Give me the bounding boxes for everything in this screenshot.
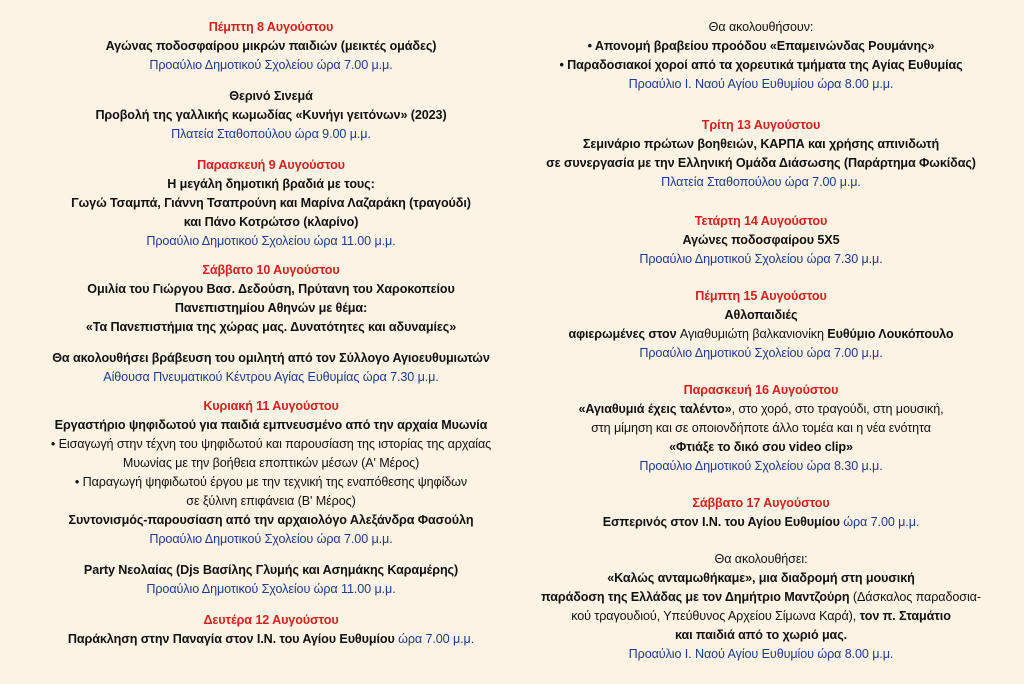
event-location: Προαύλιο Δημοτικού Σχολείου ώρα 7.00 μ.μ.: [149, 58, 393, 72]
event-location: Προαύλιο Δημοτικού Σχολείου ώρα 8.30 μ.μ.: [639, 459, 883, 473]
event-title: Σεμινάριο πρώτων βοηθειών, ΚΑΡΠΑ και χρήσης απινιδωτή: [582, 137, 940, 151]
event-location: Προαύλιο Δημοτικού Σχολείου ώρα 7.00 μ.μ.: [149, 532, 393, 546]
event-date: Παρασκευή 9 Αυγούστου: [197, 158, 345, 172]
event-description: παράδοση της Ελλάδας με τον Δημήτριο Μαντζούρη: [541, 590, 850, 604]
event-aug-13-first-aid: [516, 116, 1006, 192]
event-date: Πέμπτη 15 Αυγούστου: [695, 289, 827, 303]
event-description: • Παραγωγή ψηφιδωτού έργου με την τεχνική της εναπόθεσης ψηφίδων: [74, 475, 468, 489]
event-title: Εργαστήριο ψηφιδωτού για παιδιά εμπνευσμένο από την αρχαία Μυωνία: [54, 418, 488, 432]
event-aug-12-followup: [516, 18, 1006, 94]
left-column: [22, 18, 520, 661]
event-summer-cinema: [22, 87, 520, 144]
event-title: Παράκληση στην Παναγία στον Ι.Ν. του Αγίου Ευθυμίου: [67, 632, 395, 646]
event-description: Γωγώ Τσαμπά, Γιάννη Τσαπρούνη και Μαρίνα Λαζαράκη (τραγούδι): [71, 196, 471, 210]
right-column: [516, 18, 1006, 676]
event-title: Party Νεολαίας (Djs Βασίλης Γλυμής και Ασημάκης Καραμέρης): [83, 563, 459, 577]
event-location: Προαύλιο Δημοτικού Σχολείου ώρα 11.00 μ.μ.: [146, 234, 396, 248]
event-aug-10-award: [22, 349, 520, 387]
event-title: Θερινό Σινεμά: [229, 89, 313, 103]
event-location: Προαύλιο Δημοτικού Σχολείου ώρα 7.30 μ.μ.: [639, 252, 883, 266]
event-aug-12-paraklisi: [22, 611, 520, 649]
event-title: Θα ακολουθήσει βράβευση του ομιλητή από τον Σύλλογο Αγιοευθυμιωτών: [52, 351, 490, 365]
event-location: Πλατεία Σταθοπούλου ώρα 9.00 μ.μ.: [171, 127, 371, 141]
event-date: Σάββατο 10 Αυγούστου: [202, 263, 340, 277]
event-intro: Θα ακολουθήσουν:: [708, 20, 814, 34]
event-intro: Θα ακολουθήσει:: [714, 552, 808, 566]
event-description: σε ξύλινη επιφάνεια (Β' Μέρος): [186, 494, 356, 508]
event-location: Πλατεία Σταθοπούλου ώρα 7.00 μ.μ.: [661, 175, 861, 189]
event-description: τον π. Σταμάτιο: [856, 609, 951, 623]
event-description: Προβολή της γαλλικής κωμωδίας «Κυνήγι γειτόνων» (2023): [95, 108, 447, 122]
event-title: Εσπερινός στον Ι.Ν. του Αγίου Ευθυμίου: [602, 515, 840, 529]
event-location: Προαύλιο Δημοτικού Σχολείου ώρα 7.00 μ.μ.: [639, 346, 883, 360]
event-title: «Αγιαθυμιά έχεις ταλέντο»: [578, 402, 732, 416]
event-description: • Εισαγωγή στην τέχνη του ψηφιδωτού και παρουσίαση της ιστορίας της αρχαίας: [50, 437, 492, 451]
event-date: Δευτέρα 12 Αυγούστου: [203, 613, 339, 627]
event-title: Αγώνες ποδοσφαίρου 5Χ5: [682, 233, 840, 247]
event-aug-9-folk-night: [22, 156, 520, 251]
event-location: Προαύλιο Δημοτικού Σχολείου ώρα 11.00 μ.μ.: [146, 582, 396, 596]
event-youth-party: [22, 561, 520, 599]
event-title: Ομιλία του Γιώργου Βασ. Δεδούση, Πρύτανη του Χαροκοπείου: [87, 282, 455, 296]
event-time: ώρα 7.00 μ.μ.: [398, 632, 475, 646]
event-description: «Τα Πανεπιστήμια της χώρας μας. Δυνατότητες και αδυναμίες»: [85, 320, 457, 334]
event-date: Παρασκευή 16 Αυγούστου: [683, 383, 839, 397]
event-aug-17-vespers: [516, 494, 1006, 532]
event-description: • Παραδοσιακοί χοροί από τα χορευτικά τμήματα της Αγίας Ευθυμίας: [559, 58, 963, 72]
event-location: Προαύλιο Ι. Ναού Αγίου Ευθυμίου ώρα 8.00 μ.μ.: [628, 647, 894, 661]
event-honoree: Ευθύμιο Λουκόπουλο: [827, 327, 954, 341]
event-time: ώρα 7.00 μ.μ.: [843, 515, 920, 529]
event-location: Προαύλιο Ι. Ναού Αγίου Ευθυμίου ώρα 8.00 μ.μ.: [628, 77, 894, 91]
event-description: αφιερωμένες στον: [568, 327, 680, 341]
event-description: στη μίμηση και σε οποιονδήποτε άλλο τομέα και η νέα ενότητα: [591, 421, 931, 435]
event-aug-14-football-5x5: [516, 212, 1006, 269]
event-description: Μυωνίας με την βοήθεια εποπτικών μέσων (Α' Μέρος): [122, 456, 420, 470]
event-aug-16-talent: [516, 381, 1006, 476]
event-presenter: Συντονισμός-παρουσίαση από την αρχαιολόγο Αλεξάνδρα Φασούλη: [68, 513, 474, 527]
event-aug-11-mosaic-workshop: [22, 397, 520, 549]
event-location: Αίθουσα Πνευματικού Κέντρου Αγίας Ευθυμίας ώρα 7.30 μ.μ.: [103, 370, 439, 384]
event-date: Κυριακή 11 Αυγούστου: [203, 399, 339, 413]
event-title: «Καλώς ανταμωθήκαμε», μια διαδρομή στη μουσική: [607, 571, 915, 585]
event-title: Αγώνας ποδοσφαίρου μικρών παιδιών (μεικτές ομάδες): [105, 39, 437, 53]
event-description: σε συνεργασία με την Ελληνική Ομάδα Διάσωσης (Παράρτημα Φωκίδας): [546, 156, 976, 170]
event-date: Τετάρτη 14 Αυγούστου: [694, 214, 828, 228]
event-description: κού τραγουδιού, Υπεύθυνος Αρχείου Σίμωνα Καρά),: [571, 609, 857, 623]
event-description: , στο χορό, στο τραγούδι, στη μουσική,: [731, 402, 944, 416]
event-aug-15-games: [516, 287, 1006, 363]
event-date: Σάββατο 17 Αυγούστου: [692, 496, 830, 510]
event-aug-17-music-journey: [516, 550, 1006, 664]
event-aug-8-football: [22, 18, 520, 75]
event-title: Η μεγάλη δημοτική βραδιά με τους:: [167, 177, 375, 191]
event-description: (Δάσκαλος παραδοσια-: [849, 590, 981, 604]
event-date: Πέμπτη 8 Αυγούστου: [208, 20, 334, 34]
event-description: • Απονομή βραβείου προόδου «Επαμεινώνδας Ρουμάνης»: [587, 39, 935, 53]
event-description: Πανεπιστημίου Αθηνών με θέμα:: [174, 301, 368, 315]
event-title: Αθλοπαιδιές: [724, 308, 798, 322]
event-description: και Πάνο Κοτρώτσο (κλαρίνο): [183, 215, 359, 229]
event-description: Αγιαθυμιώτη βαλκανιονίκη: [679, 327, 828, 341]
event-subtitle: «Φτιάξε το δικό σου video clip»: [669, 440, 853, 454]
event-date: Τρίτη 13 Αυγούστου: [701, 118, 821, 132]
event-description: και παιδιά από το χωριό μας.: [674, 628, 848, 642]
event-aug-10-lecture: [22, 261, 520, 337]
